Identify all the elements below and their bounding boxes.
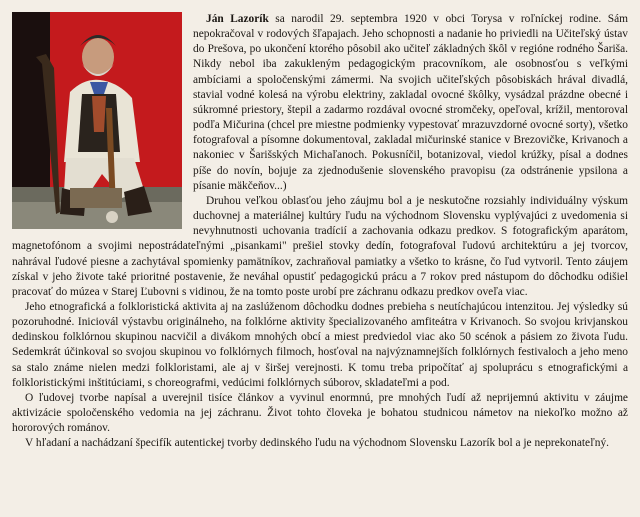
paragraph-3: Jeho etnografická a folkloristická aktivita aj na zaslúženom dôchodku dodnes prebieha s neutíchajúcou intenzitou. Jej výsledky sú pozoruhodné. Iniciovál výstavbu originálneho, na folklórne aktivity špecializovaného amfiteátra v Krivanoch. So svojou krivjanskou dedinskou folklórnou skupinou nacvičil a divákom mnohých obcí a miest predviedol viac ako 50 scénok a pásiem zo života ľudu. Sedemkrát účinkoval so svojou skupinou vo folklórnych filmoch, hosťoval na najvýznamnejších folklórnych festivaloch a jeho meno sa stalo známe nielen medzi folkloristami, ale aj v širšej verejnosti. K tomu treba pripočítať aj spoluprácu s etnografickými a folkloristickými inštitúciami, s choreografmi, vedúcimi folklórnych súborov, skladateľmi a pod.: [12, 300, 628, 389]
author-name: Ján Lazorík: [206, 13, 269, 25]
paragraph-1-text: sa narodil 29. septembra 1920 v obci Torysa v roľníckej rodine. Sám nepokračoval v rodových šľapajach. Jeho schopnosti a nadanie ho priviedli na Učiteľský ústav do Prešova, po ukončení ktorého pôsobil ako učiteľ základných škôl v regióne rodného Šariša. Nikdy nebol iba zakukleným pedagogickým pracovníkom, ale osobnosťou s veľkými ambíciami a spoločenskými zámermi. Na svojich učiteľských pôsobiskách hrával divadlá, stavial vodné kolesá na výrobu elektriny, zakladal ovocné škôlky, vysádzal prázdne obecné i súkromné priestory, štepil a zadarmo rozdával ovocné stromčeky, opeľoval, krížil, mentoroval podľa Mičurina (chcel pre miestne podmienky vypestovať mrazuvzdorné ovocné sorty), všetko fotografoval a písomne dokumentoval, zakladal mičurinské stanice v Brezovičke, Krivanoch a nakoniec v Šarišských Michaľanoch. Pokusníčil, botanizoval, viedol krúžky, písal a dodnes píše do novín, bojuje za zjednodušenie slovenského pravopisu (za odstránenie ypsilona a písanie mäkčeňov...): [193, 13, 628, 192]
paragraph-2: Druhou veľkou oblasťou jeho záujmu bol a je neskutočne rozsiahly individuálny výskum duchovnej a materiálnej kultúry ľudu na východnom Slovensku vyplývajúci z uvedomenia si nevyhnutnosti uchovania tradícií a zachovania odkazu predkov. S fotografickým aparátom, magnetofónom a svojimi nepostrádateľnými „pisankami" prešiel stovky dedín, fotografoval ľudovú architektúru a jej tvorcov, nahrával ľudové piesne a zachytával spomienky pamätníkov, zachraňoval pamiatky a všetko to krásne, čo ľud vytvoril. Tento záujem získal v jeho živote také prioritné postavenie, že neváhal opustiť pedagogickú prácu a 7 rokov pred nástupom do dôchodku odišiel pracovať do múzea v Starej Ľubovni s vidinou, že na tomto poste urobí pre záchranu odkazu predkov oveľa viac.: [12, 194, 628, 298]
paragraph-4: O ľudovej tvorbe napísal a uverejnil tisíce článkov a vyvinul enormnú, pre mnohých ľudí až neprijemnú aktivitu v záujme aktivizácie spoločenského vedomia na jej záchranu. Život tohto človeka je bohatou studnicou námetov na niekoľko možno až hororových románov.: [12, 391, 628, 435]
photo-spacer: [12, 12, 193, 230]
paragraph-5: V hľadaní a nachádzaní špecifík autentickej tvorby dedinského ľudu na východnom Slovensku Lazorík bol a je neprekonateľný.: [25, 437, 609, 450]
article-text: [12, 12, 628, 452]
